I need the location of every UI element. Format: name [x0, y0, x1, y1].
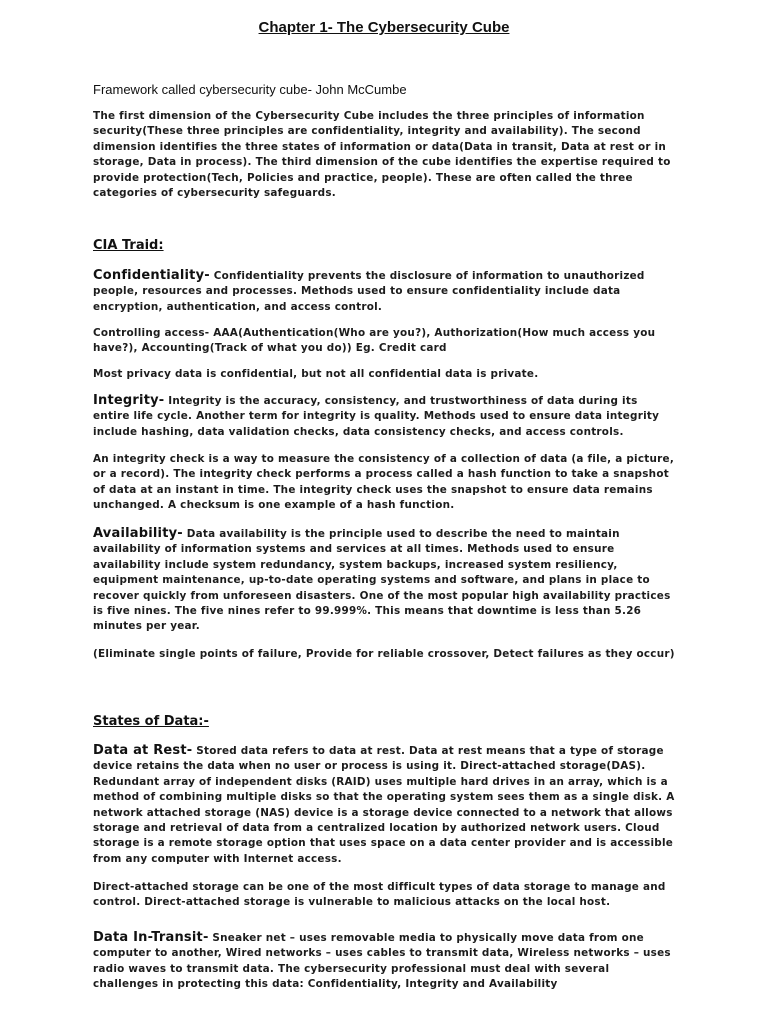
access-control-paragraph: Controlling access- AAA(Authentication(Who are you?), Authorization(How much access you have?), Accounting(Track of what you do)) Eg. Credit card	[93, 327, 656, 355]
availability-term: Availability-	[93, 526, 183, 541]
confidentiality-paragraph	[93, 268, 678, 315]
das-note: Direct-attached storage can be one of the most difficult types of data storage to manage and control. Direct-attached storage is vulnerable to malicious attacks on the local host.	[93, 881, 666, 909]
data-at-rest-paragraph	[93, 743, 678, 867]
data-in-transit-term: Data In-Transit-	[93, 930, 209, 945]
integrity-check-paragraph: An integrity check is a way to measure the consistency of a collection of data (a file, a picture, or a record). The integrity check performs a process called a hash function to take a snapshot of data at an instant in time. The integrity check uses the snapshot to ensure data remains unchanged. A checksum is one example of a hash function.	[93, 453, 675, 512]
integrity-paragraph	[93, 393, 678, 440]
privacy-note: Most privacy data is confidential, but not all confidential data is private.	[93, 368, 539, 380]
data-in-transit-paragraph	[93, 930, 678, 993]
data-in-transit-text: Sneaker net – uses removable media to physically move data from one computer to another, Wired networks – uses cables to transmit data, Wireless networks – uses radio waves to transmit data. The cybersecurity professional must deal with several challenges in protecting this data: Confidentiality, Integrity and Availability	[93, 932, 671, 991]
availability-paragraph	[93, 526, 678, 635]
confidentiality-term: Confidentiality-	[93, 268, 210, 283]
cia-heading: CIA Traid:	[93, 238, 164, 253]
confidentiality-text: Confidentiality prevents the disclosure of information to unauthorized people, resources and processes. Methods used to ensure confidentiality include data encryption, authentication, and access control.	[93, 270, 645, 313]
data-at-rest-term: Data at Rest-	[93, 743, 193, 758]
availability-text: Data availability is the principle used to describe the need to maintain availability of information systems and services at all times. Methods used to ensure availability include system redundancy, system backups, increased system resiliency, equipment maintenance, up-to-date operating systems and software, and plans in place to recover quickly from unforeseen disasters. One of the most popular high availability practices is five nines. The five nines refer to 99.999%. This means that downtime is less than 5.26 minutes per year.	[93, 528, 671, 633]
data-at-rest-text: Stored data refers to data at rest. Data at rest means that a type of storage device retains the data when no user or process is using it. Direct-attached storage(DAS). Redundant array of independent disks (RAID) uses multiple hard drives in an array, which is a method of combining multiple disks so that the operating system sees them as a single disk. A network attached storage (NAS) device is a storage device connected to a network that allows storage and retrieval of data from a centralized location by authorized network users. Cloud storage is a remote storage option that uses space on a data center provider and is accessible from any computer with Internet access.	[93, 745, 675, 865]
integrity-text: Integrity is the accuracy, consistency, and trustworthiness of data during its entire life cycle. Another term for integrity is quality. Methods used to ensure data integrity include hashing, data validation checks, data consistency checks, and access controls.	[93, 395, 660, 438]
availability-note: (Eliminate single points of failure, Provide for reliable crossover, Detect failures as they occur)	[93, 648, 675, 660]
integrity-term: Integrity-	[93, 393, 165, 408]
framework-line: Framework called cybersecurity cube- John McCumbe	[93, 82, 407, 97]
chapter-title: Chapter 1- The Cybersecurity Cube	[258, 19, 510, 36]
intro-paragraph: The first dimension of the Cybersecurity Cube includes the three principles of information security(These three principles are confidentiality, integrity and availability). The second dimension identifies the three states of information or data(Data in transit, Data at rest or in storage, Data in process). The third dimension of the cube identifies the expertise required to provide protection(Tech, Policies and practice, people). These are often called the three categories of cybersecurity safeguards.	[93, 110, 671, 200]
states-heading: States of Data:-	[93, 714, 209, 729]
